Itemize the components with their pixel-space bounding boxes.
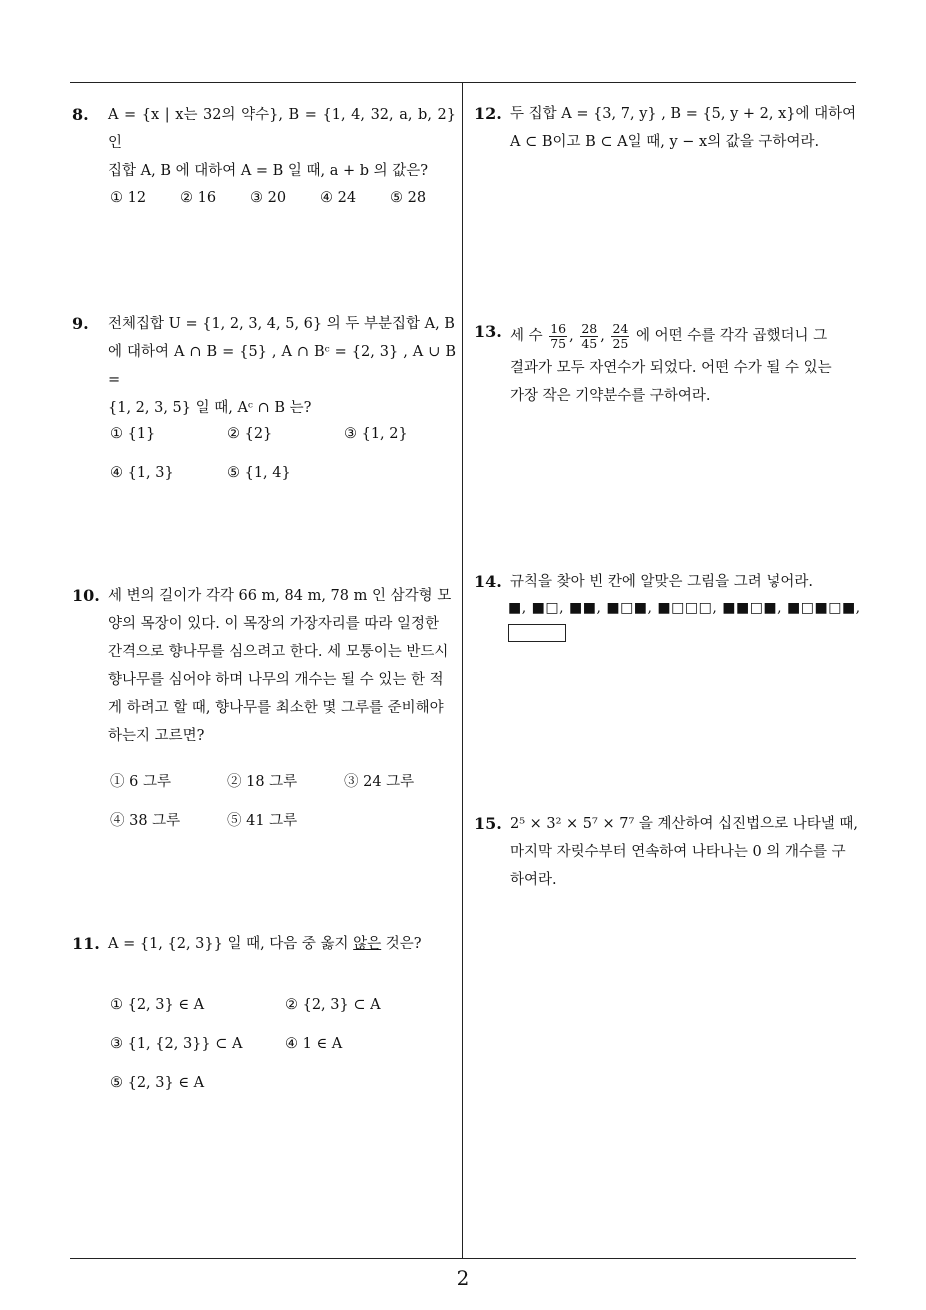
option-3[interactable]: ③ 24 그루	[344, 774, 415, 790]
question-text: 세 변의 길이가 각각 66 m, 84 m, 78 m 인 삼각형 모 양의 목장이 있다. 이 목장의 가장자리를 따라 일정한 간격으로 향나무를 심으려고 한다. 세 모퉁이는 반드시 향나무를 심어야 하며 나무의 개수는 될 수 있는 한 적 게 하려고 할 때, 향나무를 최소한 몇 그루를 준비해야 하는지 고르면?	[108, 588, 452, 744]
question-text: 두 집합 A = {3, 7, y} , B = {5, y + 2, x}에 대하여 A ⊂ B이고 B ⊂ A일 때, y − x의 값을 구하여라.	[510, 106, 857, 150]
question-15	[474, 810, 860, 894]
question-number: 10.	[72, 586, 100, 605]
option-1[interactable]: ① {1}	[110, 426, 156, 442]
question-text: A = {1, {2, 3}} 일 때, 다음 중 옳지 않은 것은?	[108, 936, 422, 952]
option-5[interactable]: ⑤ 28	[390, 190, 427, 206]
fraction-2: $\frac{28}{45}$	[581, 320, 598, 351]
square-pattern-sequence: ■, ■□, ■■, ■□■, ■□□□, ■■□■, ■□■□■,	[508, 600, 861, 616]
question-text: 전체집합 U = {1, 2, 3, 4, 5, 6} 의 두 부분집합 A, B 에 대하여 A ∩ B = {5} , A ∩ Bᶜ = {2, 3} , A ∪ B = {1, 2, 3, 5} 일 때, Aᶜ ∩ B 는?	[108, 316, 456, 416]
option-3[interactable]: ③ {1, 2}	[344, 426, 408, 442]
question-number: 13.	[474, 322, 502, 341]
question-12	[474, 100, 860, 156]
question-number: 15.	[474, 814, 502, 833]
option-5[interactable]: ⑤ {1, 4}	[227, 465, 291, 481]
option-2[interactable]: ② {2, 3} ⊂ A	[285, 997, 381, 1013]
option-5[interactable]: ⑤ 41 그루	[227, 813, 298, 829]
top-rule	[70, 82, 856, 83]
question-text: 규칙을 찾아 빈 칸에 알맞은 그림을 그려 넣어라.	[510, 574, 814, 590]
question-11	[72, 930, 456, 958]
fraction-3: $\frac{24}{25}$	[612, 320, 629, 351]
option-1[interactable]: ① 6 그루	[110, 774, 171, 790]
option-2[interactable]: ② 16	[180, 190, 217, 206]
option-1[interactable]: ① 12	[110, 190, 147, 206]
column-divider	[462, 82, 463, 1258]
question-number: 8.	[72, 105, 89, 124]
question-9	[72, 310, 456, 422]
fraction-1: $\frac{16}{75}$	[550, 320, 567, 351]
option-4[interactable]: ④ {1, 3}	[110, 465, 174, 481]
answer-blank-box[interactable]	[508, 624, 566, 642]
option-3[interactable]: ③ 20	[250, 190, 287, 206]
question-14	[474, 568, 860, 596]
question-number: 9.	[72, 314, 89, 333]
option-5[interactable]: ⑤ {2, 3} ∈ A	[110, 1075, 205, 1091]
question-number: 12.	[474, 104, 502, 123]
question-number: 14.	[474, 572, 502, 591]
question-text: A = {x | x는 32의 약수}, B = {1, 4, 32, a, b, 2} 인 집합 A, B 에 대하여 A = B 일 때, a + b 의 값은?	[108, 107, 456, 179]
option-4[interactable]: ④ 1 ∈ A	[285, 1036, 343, 1052]
underlined-word: 않은	[353, 936, 382, 952]
option-4[interactable]: ④ 24	[320, 190, 357, 206]
question-number: 11.	[72, 934, 100, 953]
bottom-rule	[70, 1258, 856, 1259]
option-1[interactable]: ① {2, 3} ∈ A	[110, 997, 205, 1013]
question-13	[474, 318, 860, 410]
option-3[interactable]: ③ {1, {2, 3}} ⊂ A	[110, 1036, 243, 1052]
page-number: 2	[456, 1266, 470, 1290]
option-4[interactable]: ④ 38 그루	[110, 813, 181, 829]
option-2[interactable]: ② 18 그루	[227, 774, 298, 790]
question-text: 2⁵ × 3² × 5⁷ × 7⁷ 을 계산하여 십진법으로 나타낼 때, 마지막 자릿수부터 연속하여 나타나는 0 의 개수를 구 하여라.	[510, 816, 859, 888]
question-8	[72, 101, 456, 185]
option-2[interactable]: ② {2}	[227, 426, 273, 442]
question-10	[72, 582, 456, 750]
question-text: 세 수 $\frac{16}{75}$ , $\frac{28}{45}$ , $\frac{24}{25}$ 에 어떤 수를 각각 곱했더니 그 결과가 모두 자연수가 되었다. 어떤 수가 될 수 있는 가장 작은 기약분수를 구하여라.	[510, 320, 832, 404]
